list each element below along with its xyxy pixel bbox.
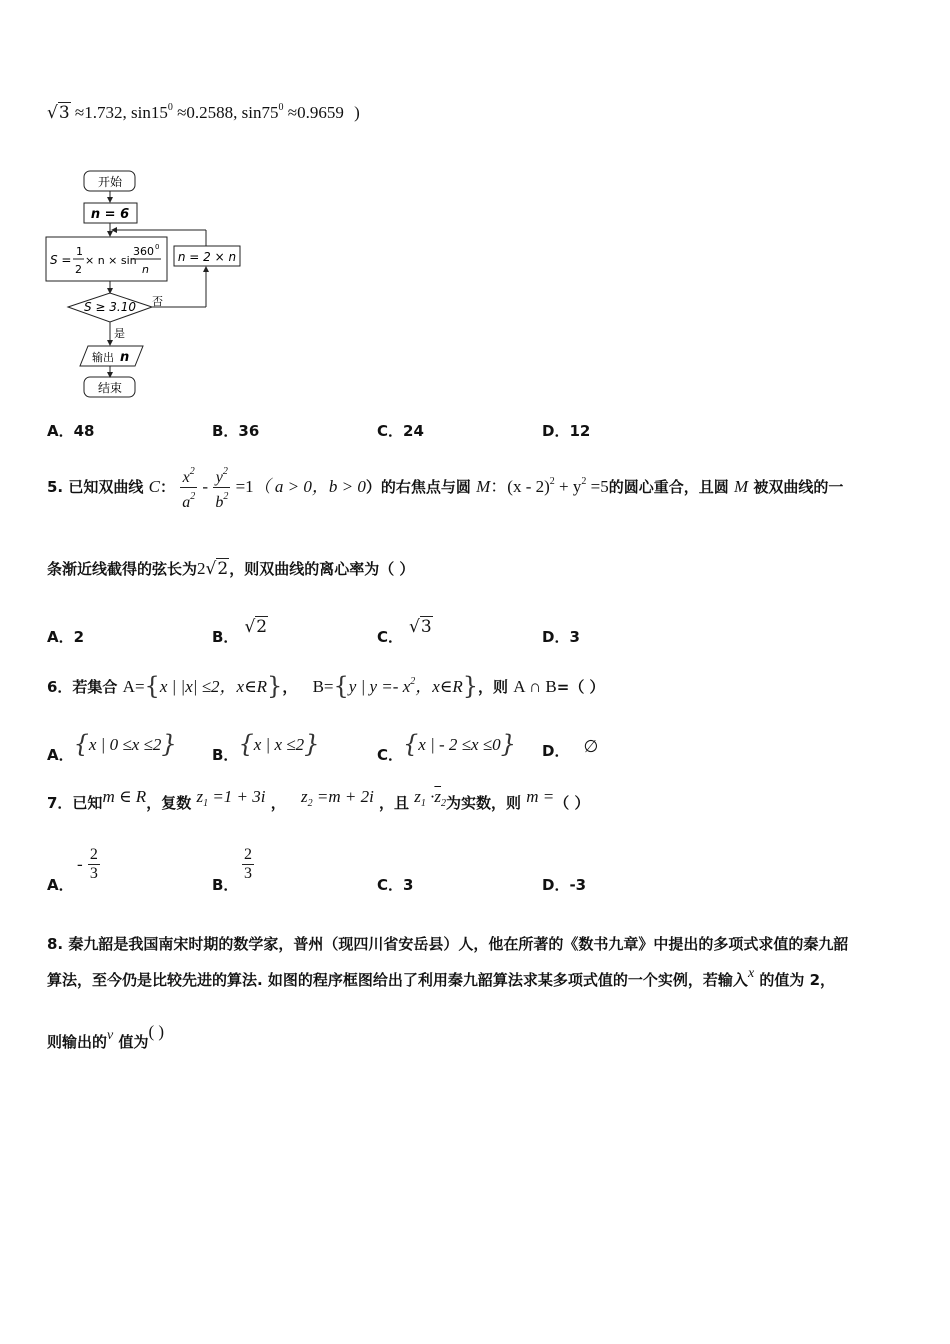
- flow-yes: 是: [114, 327, 125, 340]
- svg-text:n: n: [142, 263, 149, 276]
- flow-output: 输出: [92, 351, 114, 364]
- svg-text:2: 2: [75, 263, 82, 276]
- flow-formula-mid: × n × sin: [85, 254, 137, 267]
- svg-text:0: 0: [155, 243, 160, 251]
- q5-option-a[interactable]: A．2: [47, 628, 85, 646]
- q6-line: 6．若集合 A={x | |x| ≤2，x∈R}， B={y | $y =- x^2$，x∈R}，则 A ∩ B=（ ）: [47, 672, 605, 700]
- flowchart: [40, 165, 300, 405]
- q4-option-a[interactable]: A．48: [47, 422, 95, 440]
- q5-option-d[interactable]: D．3: [542, 628, 580, 646]
- q5-option-b[interactable]: B． √2: [212, 617, 268, 646]
- flow-no: 否: [152, 295, 163, 308]
- q4-option-c[interactable]: C．24: [377, 422, 424, 440]
- q4-option-d[interactable]: D．12: [542, 422, 591, 440]
- flow-formula-left: S =: [50, 253, 72, 267]
- q5-line2: 条渐近线截得的弦长为2√2，则双曲线的离心率为（ ）: [47, 559, 415, 579]
- q7-line: 7．已知m ∈ R，复数 $z_1 =1 + 3i$ ， $z_2 =m + 2i$ ，且 $z_1 \cdot\overline{z}_2$为实数，则 m =（ ）: [47, 787, 590, 812]
- q4-option-b[interactable]: B．36: [212, 422, 260, 440]
- q6-option-d[interactable]: D． ∅: [542, 737, 599, 760]
- hint-line: √3 ≈1.732, $\sin 15^0 \approx 0.2588$, $\sin 75^0 \approx 0.9659$ ): [47, 102, 360, 123]
- q5-line1: 5. 已知双曲线 C： $\frac{x^2}{a^2}$ - $\frac{y^2}{b^2}$ =1（ a > 0，b > 0）的右焦点与圆 M：$(x - 2)^2 + y^2 =5$的圆心重合，且圆 M 被双曲线的一: [47, 463, 843, 512]
- sqrt-3: √3: [47, 103, 70, 123]
- flow-update: n = 2 × n: [177, 250, 237, 264]
- flow-cond: S ≥ 3.10: [83, 300, 137, 314]
- q8-line3: 则输出的v 值为( ): [47, 1022, 165, 1051]
- q6-option-c[interactable]: C．{x | - 2 ≤x ≤0}: [377, 730, 516, 764]
- q8-line2: 算法，至今仍是比较先进的算法. 如图的程序框图给出了利用秦九韶算法求某多项式值的一个实例，若输入x 的值为 2，: [47, 966, 836, 989]
- q8-line1: 8. 秦九韶是我国南宋时期的数学家，普州（现四川省安岳县）人，他在所著的《数书九章》中提出的多项式求值的秦九韶: [47, 935, 849, 953]
- flow-start: 开始: [97, 175, 123, 189]
- svg-text:1: 1: [76, 245, 83, 258]
- flow-end: 结束: [97, 381, 123, 395]
- q7-option-b[interactable]: B．: [212, 876, 239, 894]
- svg-text:360: 360: [133, 245, 154, 258]
- q7-option-c[interactable]: C．3: [377, 876, 414, 894]
- q6-option-a[interactable]: A．{x | 0 ≤x ≤2}: [47, 730, 177, 764]
- q5-option-c[interactable]: C． √3: [377, 617, 432, 646]
- svg-text:n: n: [120, 350, 130, 365]
- flow-init: n = 6: [90, 207, 130, 222]
- q7-option-d[interactable]: D．-3: [542, 876, 587, 894]
- q6-option-b[interactable]: B．{x | x ≤2}: [212, 730, 320, 764]
- q7-option-a[interactable]: A．: [47, 876, 74, 894]
